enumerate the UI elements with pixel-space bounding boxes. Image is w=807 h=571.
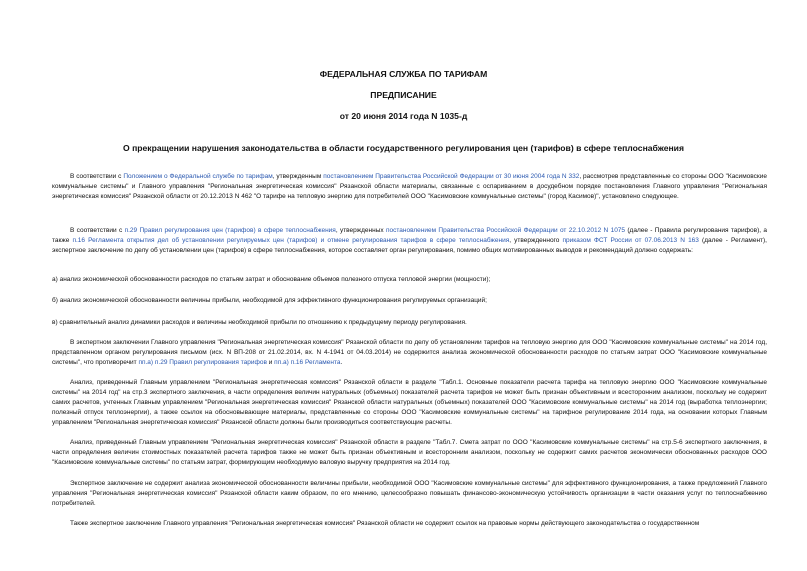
paragraph-1-text-1: В соответствии с <box>70 173 124 180</box>
paragraph-4: Анализ, приведенный Главным управлением "Региональная энергетическая комиссия" Рязанской области в разделе "Табл.1. Основные показатели расчета тарифа на тепловую энергию ООО "Касимовские коммунальные системы" на 2014 год" на стр.3 экспертного заключения, в части определения величин натуральных (объемных) показателей расчета тарифов не может быть признан объективным и всесторонним анализом, поскольку не содержит самих расчетов, учтенных Главным управлением "Региональная энергетическая комиссия" Рязанской области натуральных (объемных) показателей ООО "Касимовские коммунальные системы" на 2014 год (выработка теплоэнергии; полезный отпуск теплоэнергии), а также ссылок на обосновывающие материалы, представленные со стороны ООО "Касимовские коммунальные системы" на тарифное регулирование 2014 года, на основании которых Главным управлением "Региональная энергетическая комиссия" Рязанской области должны были производиться соответствующие расчеты. <box>52 379 767 426</box>
paragraph-6: Экспертное заключение не содержит анализа экономической обоснованности величины прибыли, необходимой ООО "Касимовские коммунальные системы" для эффективного функционирования, а также предложений Главного управления "Региональная энергетическая комиссия" Рязанской области каким образом, по его мнению, целесообразно повышать финансово-экономическую устойчивость организации в части оказания услуг по теплоснабжению потребителей. <box>52 480 767 507</box>
link-rules-p29-a[interactable]: пп.а) п.29 Правил регулирования тарифов <box>138 359 267 366</box>
paragraph-2 <box>52 226 767 256</box>
document-type: ПРЕДПИСАНИЕ <box>370 90 437 100</box>
link-rules-p29[interactable]: п.29 Правил регулирования цен (тарифов) в сфере теплоснабжения <box>124 227 336 234</box>
paragraph-1-text-2: , утвержденным <box>272 173 324 180</box>
document-title: О прекращении нарушения законодательства в области государственного регулирования цен (тарифов) в сфере теплоснабжения <box>123 143 684 153</box>
paragraph-5: Анализ, приведенный Главным управлением "Региональная энергетическая комиссия" Рязанской области в разделе "Табл.7. Смета затрат по ООО "Касимовские коммунальные системы" на стр.5-6 экспертного заключения, в части определения величин стоимостных показателей расчета тарифов также не может быть признан объективным и всесторонним анализом, поскольку не содержит самих расчетов экономически обоснованных расходов ООО "Касимовские коммунальные системы" по статьям затрат, формирующим необходимую валовую выручку предприятия на 2014 год. <box>52 439 767 466</box>
list-item-a: а) анализ экономической обоснованности расходов по статьям затрат и обоснование объемов полезного отпуска тепловой энергии (мощности); <box>52 276 491 283</box>
agency-name: ФЕДЕРАЛЬНАЯ СЛУЖБА ПО ТАРИФАМ <box>319 69 488 79</box>
paragraph-3-text-1: В экспертном заключении Главного управления "Региональная энергетическая комиссия" Рязанской области по делу об установлении тарифов на тепловую энергию для ООО "Касимовские коммунальные системы" на 2014 год, представленном органом регулирования письмом (исх. N ВП-208 от 21.02.2014, вх. N 4-1941 от 04.03.2014) не содержится анализа экономической обоснованности расходов по статьям затрат ООО "Касимовские коммунальные системы", что противоречит <box>52 339 767 366</box>
paragraph-2-text-4: , утвержденного <box>509 237 563 244</box>
paragraph-3-text-3: . <box>340 359 343 366</box>
paragraph-1-text-3: , рассмотрев представленные со стороны ООО "Касимовские коммунальные системы" и Главного управления "Региональная энергетическая комиссия" Рязанской области материалы, связанные с оспариванием в досудебном порядке постановления Главного управления "Региональная энергетическая комиссия" Рязанской области от 20.12.2013 N 462 "О тарифе на тепловую энергию для потребителей ООО "Касимовские коммунальные системы" (город Касимов)", установлено следующее. <box>52 173 767 200</box>
link-reglament-p16[interactable]: п.16 Регламента открытия дел об установлении регулируемых цен (тарифов) и отмене регулирования тарифов в сфере теплоснабжения <box>72 237 510 244</box>
link-government-decree-332[interactable]: постановлением Правительства Российской Федерации от 30 июня 2004 года N 332 <box>323 173 580 180</box>
paragraph-2-text-1: В соответствии с <box>70 227 125 234</box>
paragraph-2-text-3: (далее - Правила регулирования тарифов), а также <box>52 227 767 244</box>
link-fst-order-163[interactable]: приказом ФСТ России от 07.06.2013 N 163 <box>562 237 699 244</box>
document-date: от 20 июня 2014 года N 1035-д <box>339 111 468 121</box>
link-fst-regulation[interactable]: Положением о Федеральной службе по тарифам <box>123 173 273 180</box>
list-item-c: в) сравнительный анализ динамики расходов и величины необходимой прибыли по отношению к предыдущему периоду регулирования. <box>52 319 467 326</box>
paragraph-2-text-2: , утвержденных <box>335 227 386 234</box>
paragraph-7: Также экспертное заключение Главного управления "Региональная энергетическая комиссия" Рязанской области не содержит ссылок на правовые нормы действующего законодательства о государственном <box>70 520 700 527</box>
paragraph-3 <box>52 338 767 368</box>
paragraph-2-text-5: (далее - Регламент), экспертное заключение по делу об установлении цен (тарифов) в сфере теплоснабжения, которое составляет орган регулирования, помимо общих мотивированных выводов и рекомендаций должно содержать: <box>52 237 767 254</box>
link-government-decree-1075[interactable]: постановлением Правительства Российской Федерации от 22.10.2012 N 1075 <box>385 227 626 234</box>
link-reglament-p16-a[interactable]: пп.а) п.16 Регламента <box>274 359 341 366</box>
paragraph-3-text-2: и <box>266 359 275 366</box>
paragraph-1 <box>52 172 767 202</box>
list-item-b: б) анализ экономической обоснованности величины прибыли, необходимой для эффективного функционирования регулируемых организаций; <box>52 297 487 304</box>
